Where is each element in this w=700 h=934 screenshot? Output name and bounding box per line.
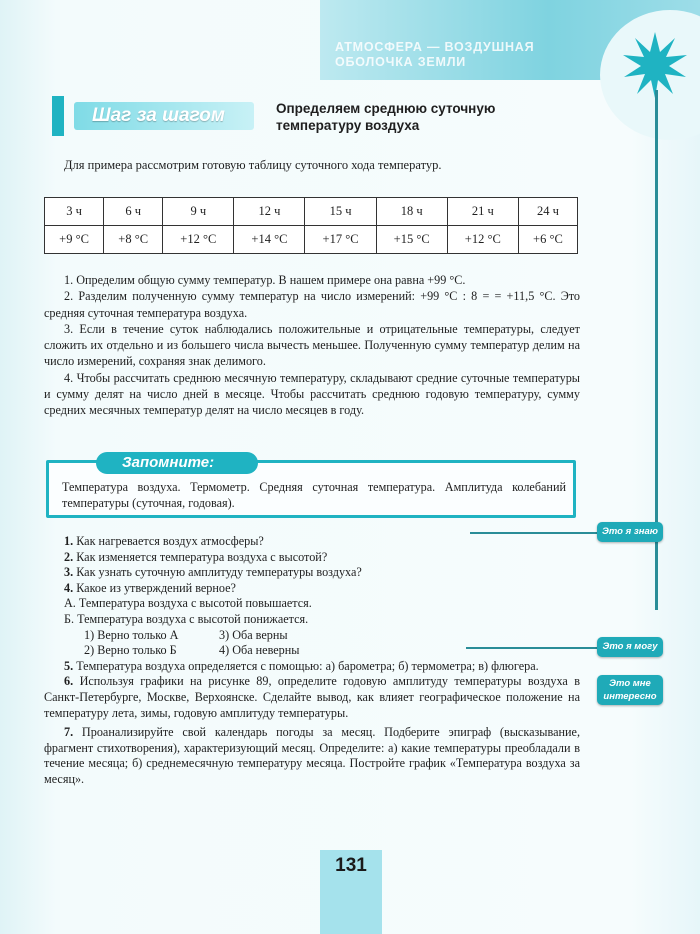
remember-title: Запомните: (96, 452, 258, 474)
table-cell: +17 °С (305, 226, 376, 254)
section-title: АТМОСФЕРА — ВОЗДУШНАЯ ОБОЛОЧКА ЗЕМЛИ (335, 40, 535, 69)
page-number: 131 (335, 855, 367, 876)
question-4-options-row-1: 1) Верно только А 3) Оба верны (84, 627, 288, 642)
table-cell: 9 ч (163, 198, 234, 226)
table-cell: +9 °С (45, 226, 104, 254)
questions (44, 534, 580, 788)
table-row-temps (45, 226, 578, 254)
table-cell: 12 ч (234, 198, 305, 226)
table-cell: +12 °С (163, 226, 234, 254)
intro-text: Для примера рассмотрим готовую таблицу суточного хода температур. (64, 158, 442, 172)
table-cell: 21 ч (447, 198, 518, 226)
table-cell: +12 °С (447, 226, 518, 254)
question-2: 2. Как изменяется температура воздуха с высотой? (64, 549, 328, 564)
marker-know: Это я знаю (597, 522, 663, 542)
badge-label: Шаг за шагом (74, 102, 254, 130)
question-1: 1. Как нагревается воздух атмосферы? (64, 534, 264, 548)
step-2: 2. Разделим полученную сумму температур на число измерений: +99 °С : 8 = = +11,5 °С. Это средняя суточная температура воздуха. (44, 289, 580, 320)
page-heading: Определяем среднюю суточную температуру воздуха (276, 101, 496, 133)
marker-can: Это я могу (597, 637, 663, 657)
step-by-step-badge (52, 96, 254, 136)
question-3: 3. Как узнать суточную амплитуду температуры воздуха? (64, 565, 362, 580)
table-cell: 24 ч (518, 198, 577, 226)
steps-text (44, 272, 580, 419)
step-1: 1. Определим общую сумму температур. В нашем примере она равна +99 °С. (64, 273, 466, 287)
step-4: 4. Чтобы рассчитать среднюю месячную температуру, складывают средние суточные температуры и сумму делят на число дней в месяце. Чтобы рассчитать среднюю годовую температуру, сумму средних месячных температур делят на число месяцев в году. (44, 370, 580, 418)
table-cell: +6 °С (518, 226, 577, 254)
question-4-options-row-2: 2) Верно только Б 4) Оба неверны (84, 643, 300, 658)
question-4: 4. Какое из утверждений верное? (64, 580, 236, 595)
table-cell: 3 ч (45, 198, 104, 226)
question-4-statement-a: А. Температура воздуха с высотой повышается. (64, 596, 312, 611)
question-6: 6. Используя графики на рисунке 89, определите годовую амплитуду температуры воздуха в Санкт-Петербурге, Москве, Верхоянске. Сделайте вывод, как влияет географическое положение на температуру лета, зимы, годовую амплитуду температуры. (44, 674, 581, 720)
table-cell: 18 ч (376, 198, 447, 226)
badge-stripe (52, 96, 64, 136)
question-4-statement-b: Б. Температура воздуха с высотой понижается. (64, 611, 309, 626)
question-5: 5. Температура воздуха определяется с помощью: а) барометра; б) термометра; в) флюгера. (64, 658, 539, 673)
marker-interesting: Это мне интересно (597, 675, 663, 705)
question-7: 7. Проанализируйте свой календарь погоды за месяц. Подберите эпиграф (высказывание, фрагмент стихотворения), характеризующий месяц. Определите: а) какие температуры преобладали в течение месяца; б) среднемесячную температуру месяца. Постройте график «Температура воздуха за месяц». (44, 725, 580, 786)
table-row-hours (45, 198, 578, 226)
table-cell: +14 °С (234, 226, 305, 254)
table-cell: 6 ч (104, 198, 163, 226)
temperature-table (44, 197, 578, 254)
remember-text: Температура воздуха. Термометр. Средняя суточная температура. Амплитуда колебаний температуры (суточная, годовая). (62, 480, 566, 510)
table-cell: +15 °С (376, 226, 447, 254)
step-3: 3. Если в течение суток наблюдались положительные и отрицательные температуры, следует сложить их отдельно и из большего числа вычесть меньшее. Полученную сумму температур делим на число измерений, сохраняя знак делимого. (44, 321, 580, 369)
table-cell: +8 °С (104, 226, 163, 254)
table-cell: 15 ч (305, 198, 376, 226)
